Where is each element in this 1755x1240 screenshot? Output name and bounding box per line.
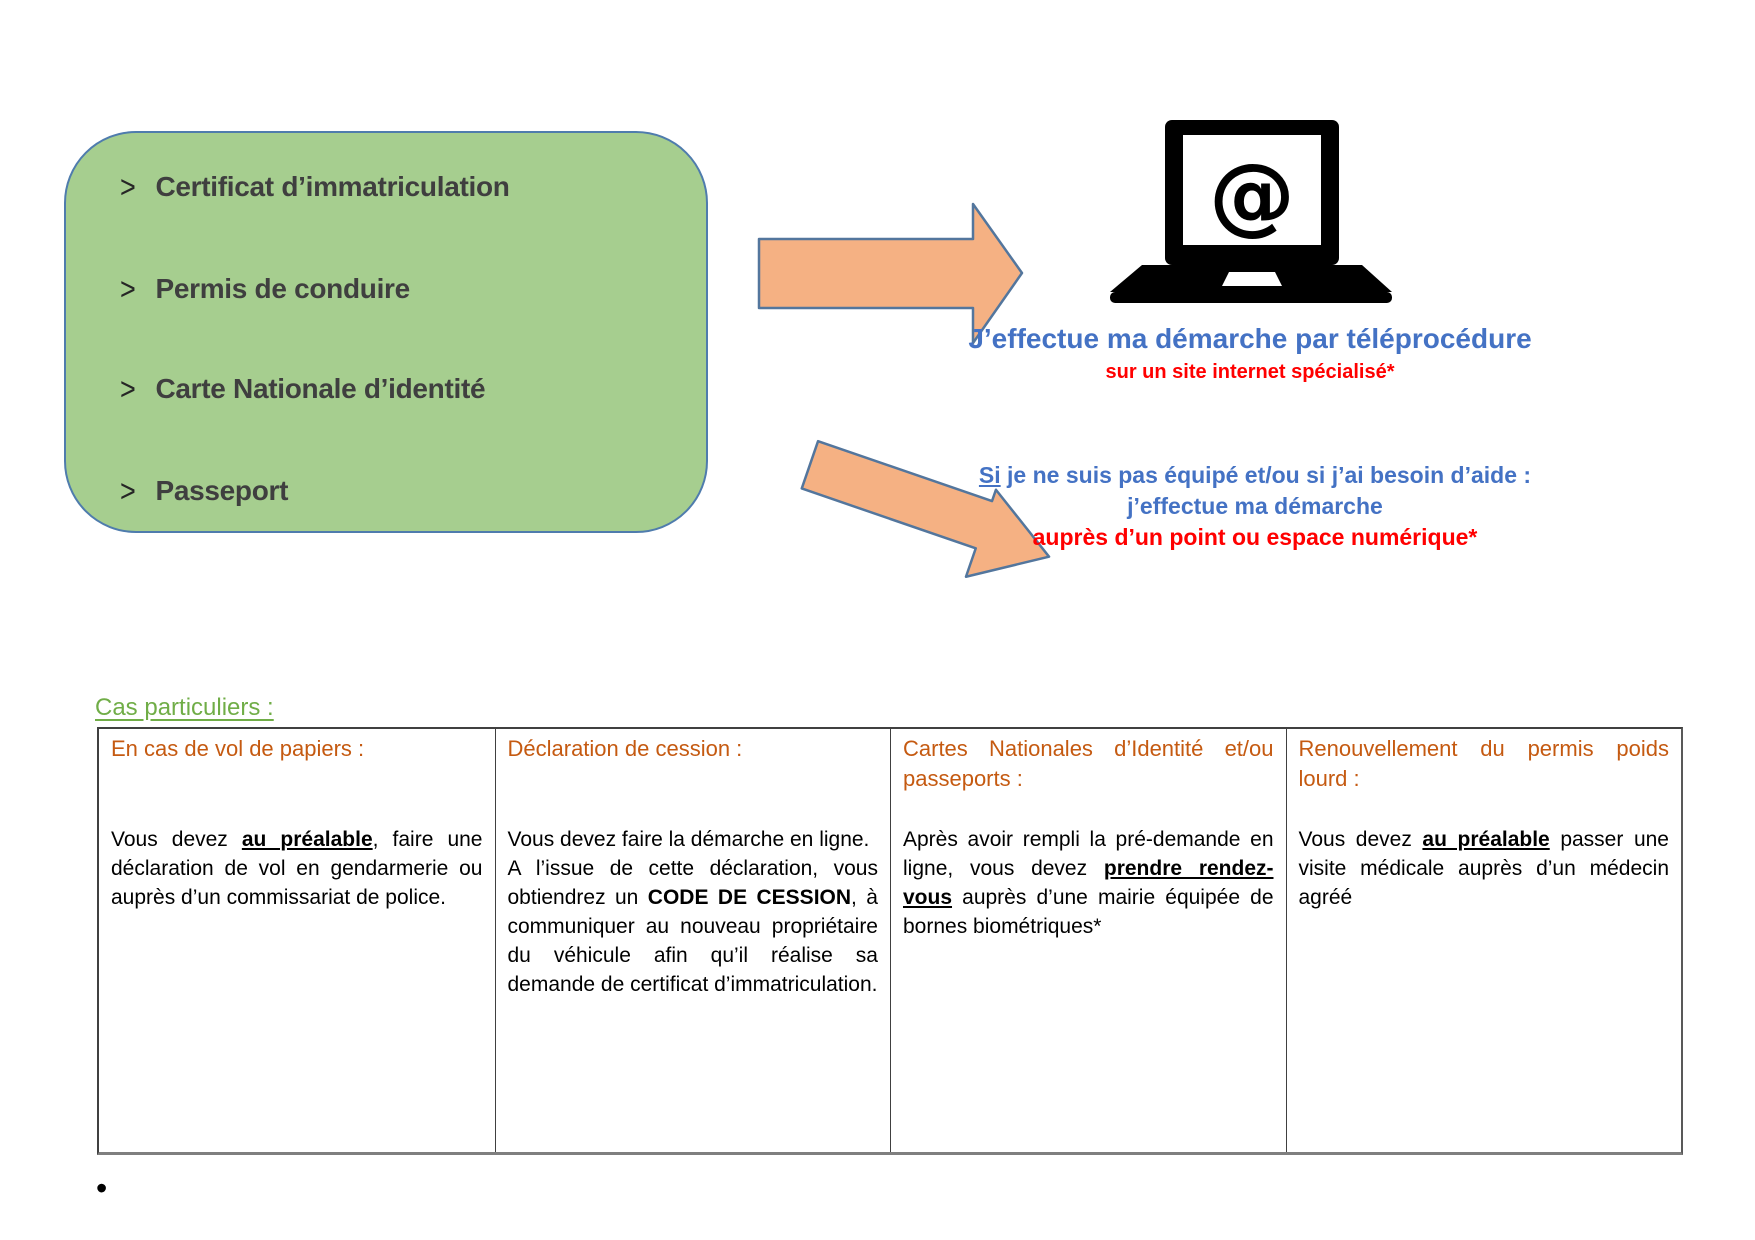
table-cell-header: Déclaration de cession : [507, 736, 743, 761]
alternative-line3: auprès d’un point ou espace numérique* [1032, 524, 1478, 550]
at-symbol-icon: @ [1209, 145, 1295, 245]
alternative-line2: j’effectue ma démarche [1127, 493, 1383, 519]
table-cell-cession [495, 729, 891, 1152]
document-item-label: Permis de conduire [155, 273, 410, 304]
table-cell-header: Cartes Nationales d’Identité et/ou passeports : [903, 736, 1274, 791]
chevron-bullet-icon: > [120, 271, 136, 307]
alternative-line1-lead: Si [978, 462, 1001, 488]
laptop-base-bar [1110, 292, 1392, 303]
chevron-bullet-icon: > [120, 371, 136, 407]
document-item-label: Passeport [155, 475, 289, 506]
table-cell-body: Vous devez au préalable passer une visite médicale auprès d’un médecin agréé [1298, 828, 1669, 909]
footer-bullet: • [96, 1170, 108, 1206]
table-cell-cni-passeports [890, 729, 1286, 1152]
teleprocedure-caption [935, 322, 1565, 385]
list-item-passeport [120, 472, 288, 510]
table-cell-header: En cas de vol de papiers : [111, 736, 365, 761]
special-cases-table [97, 727, 1683, 1155]
chevron-bullet-icon: > [120, 473, 136, 509]
table-cell-permis-poids-lourd [1286, 729, 1682, 1152]
teleprocedure-subtitle: sur un site internet spécialisé* [1105, 361, 1395, 383]
laptop-icon [1110, 120, 1392, 306]
list-item-certificat [120, 168, 510, 206]
table-cell-body: Vous devez au préalable, faire une déclaration de vol en gendarmerie ou auprès d’un commissariat de police. [111, 828, 483, 909]
table-cell-vol-papiers [99, 729, 495, 1152]
alternative-line1 [905, 460, 1605, 491]
alternative-caption [905, 460, 1605, 553]
laptop-notch [1222, 272, 1282, 286]
teleprocedure-title: J’effectue ma démarche par téléprocédure [968, 323, 1532, 354]
list-item-permis [120, 270, 410, 308]
document-item-label: Certificat d’immatriculation [155, 171, 510, 202]
alternative-line1-rest: je ne suis pas équipé et/ou si j’ai besoin d’aide : [1000, 462, 1532, 488]
table-cell-header: Renouvellement du permis poids lourd : [1298, 736, 1669, 791]
document-item-label: Carte Nationale d’identité [155, 373, 486, 404]
list-item-carte-identite [120, 370, 485, 408]
special-cases-heading: Cas particuliers : [95, 694, 274, 721]
table-cell-body: Vous devez faire la démarche en ligne. A l’issue de cette déclaration, vous obtiendrez un CODE DE CESSION, à communiquer au nouveau propriétaire du véhicule afin qu’il réalise sa demande de certificat d’immatriculation. [507, 828, 878, 996]
chevron-bullet-icon: > [120, 169, 136, 205]
table-cell-body: Après avoir rempli la pré-demande en ligne, vous devez prendre rendez-vous auprès d’une mairie équipée de bornes biométriques* [903, 828, 1274, 938]
